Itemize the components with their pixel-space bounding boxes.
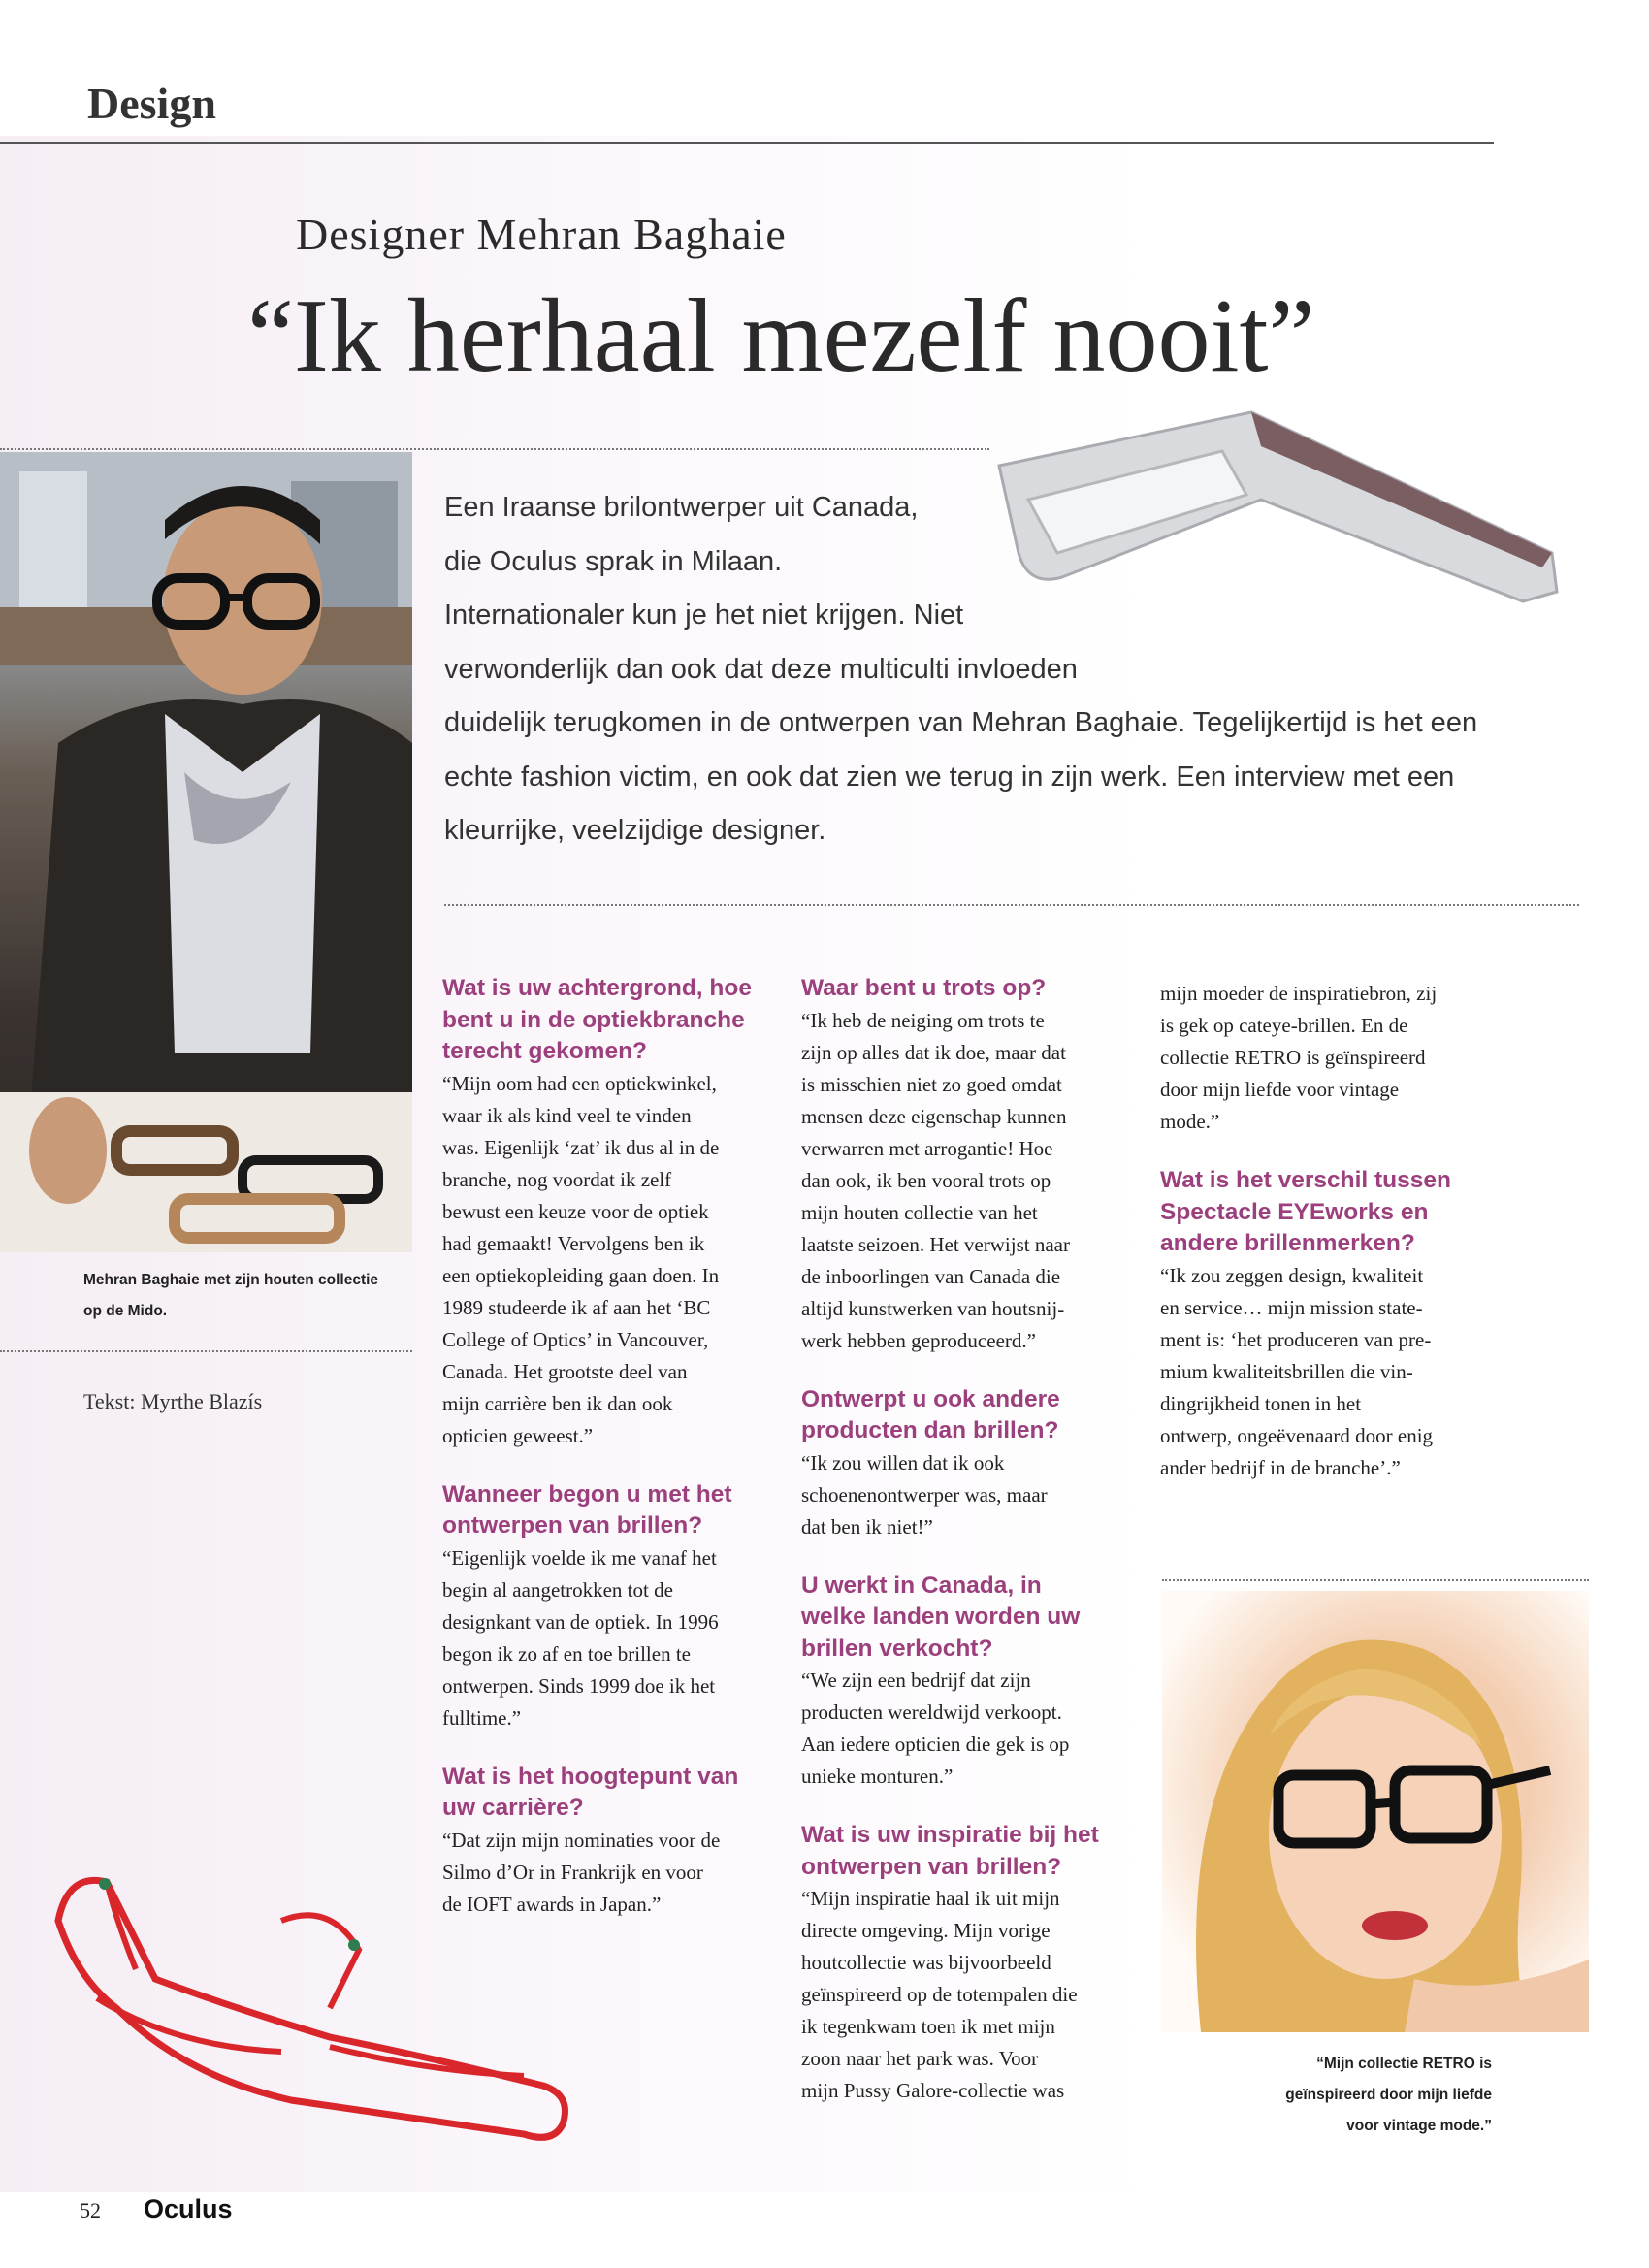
interview-answer-continued: mijn moeder de inspiratiebron, zij is gek op cateye-brillen. En de collectie RETRO is geïnspireerd door mijn liefde voor vintage mode.” — [1160, 982, 1438, 1133]
model-photo-caption — [1164, 2049, 1492, 2142]
intro-line: echte fashion victim, en ook dat zien we terug in zijn werk. Een interview met een — [444, 761, 1455, 793]
interview-answer: “Ik zou zeggen design, kwaliteit en service… mijn mission state- ment is: ‘het produceren van pre- mium kwaliteitsbrillen die vin- dingrijkheid tonen in het ontwerp, ongeëvenaard door enig ander bedrijf in de branche’.” — [1160, 1263, 1434, 1479]
interview-question: Wat is uw inspiratie bij het ontwerpen van brillen? — [801, 1822, 1099, 1880]
caption-line: Mehran Baghaie met zijn houten collectie — [83, 1272, 379, 1288]
headline: “Ik herhaal mezelf nooit” — [247, 278, 1315, 394]
intro-line: Internationaler kun je het niet krijgen. Niet — [444, 599, 964, 631]
dotted-divider — [1162, 1579, 1589, 1581]
section-label: Design — [87, 79, 216, 128]
dotted-divider — [444, 904, 1579, 906]
interview-question: Ontwerpt u ook andere producten dan brillen? — [801, 1385, 1060, 1443]
article-column-1 — [442, 973, 792, 1948]
dotted-divider — [0, 1350, 412, 1352]
interview-answer: “Mijn inspiratie haal ik uit mijn directe omgeving. Mijn vorige houtcollectie was bijvoorbeeld geïnspireerd op de totempalen die ik tegenkwam toen ik met mijn zoon naar het park was. Voor mijn Pussy Galore-collectie was — [801, 1887, 1078, 2102]
caption-line: “Mijn collectie RETRO is — [1316, 2056, 1492, 2072]
article-column-2 — [801, 973, 1150, 2134]
intro-paragraph — [444, 481, 1511, 859]
intro-line: verwonderlijk dan ook dat deze multiculti invloeden — [444, 653, 1078, 685]
article-column-3 — [1160, 978, 1529, 1511]
interview-answer: “Ik heb de neiging om trots te zijn op alles dat ik doe, maar dat is misschien niet zo goed omdat mensen deze eigenschap kunnen verwarren met arrogantie! Hoe dan ook, ik ben vooral trots op mijn houten collectie van het laatste seizoen. Het verwijst naar de inboorlingen van Canada die altijd kunstwerken van houtsnij- werk hebben geproduceerd.” — [801, 1008, 1070, 1352]
interview-answer: “Dat zijn mijn nominaties voor de Silmo d’Or in Frankrijk en voor de IOFT awards in Japan.” — [442, 1828, 721, 1916]
interview-question: Wanneer begon u met het ontwerpen van brillen? — [442, 1480, 732, 1539]
intro-line: Een Iraanse brilontwerper uit Canada, — [444, 492, 919, 523]
designer-subtitle: Designer Mehran Baghaie — [296, 210, 787, 259]
interview-question: U werkt in Canada, in welke landen worden uw brillen verkocht? — [801, 1571, 1081, 1662]
intro-line: die Oculus sprak in Milaan. — [444, 545, 783, 577]
dotted-divider — [0, 448, 989, 450]
caption-line: geïnspireerd door mijn liefde — [1285, 2087, 1492, 2103]
interview-question: Waar bent u trots op? — [801, 975, 1047, 1001]
designer-photo-illustration — [0, 452, 412, 1252]
red-glasses-image — [39, 1863, 582, 2154]
designer-photo — [0, 452, 412, 1252]
header-rule — [0, 142, 1494, 144]
magazine-brand: Oculus — [144, 2194, 233, 2223]
interview-answer: “Mijn oom had een optiekwinkel, waar ik als kind veel te vinden was. Eigenlijk ‘zat’ ik dus al in de branche, nog voordat ik zelf bewust een keuze voor de optiek had gemaakt! Vervolgens ben ik een optiekopleiding gaan doen. In 1989 studeerde ik af aan het ‘BC College of Optics’ in Vancouver, Canada. Het grootste deel van mijn carrière ben ik dan ook opticien geweest.” — [442, 1071, 720, 1447]
model-photo-illustration — [1162, 1591, 1589, 2032]
author-credit: Tekst: Myrthe Blazís — [83, 1389, 263, 1413]
interview-question: Wat is uw achtergrond, hoe bent u in de optiekbranche terecht gekomen? — [442, 975, 752, 1064]
interview-answer: “Eigenlijk voelde ik me vanaf het begin al aangetrokken tot de designkant van de optiek. In 1996 begon ik zo af en toe brillen te ontwerpen. Sinds 1999 doe ik het fulltime.” — [442, 1545, 719, 1730]
page-number: 52 — [80, 2198, 101, 2222]
caption-line: voor vintage mode.” — [1346, 2118, 1492, 2134]
interview-question: Wat is het verschil tussen Spectacle EYEworks en andere brillenmerken? — [1160, 1167, 1451, 1256]
interview-answer: “We zijn een bedrijf dat zijn producten wereldwijd verkoopt. Aan iedere opticien die gek is op unieke monturen.” — [801, 1669, 1070, 1788]
intro-line: kleurrijke, veelzijdige designer. — [444, 815, 826, 846]
interview-answer: “Ik zou willen dat ik ook schoenenontwerper was, maar dat ben ik niet!” — [801, 1450, 1048, 1539]
caption-line: op de Mido. — [83, 1303, 168, 1319]
model-photo — [1162, 1591, 1589, 2032]
intro-line: duidelijk terugkomen in de ontwerpen van Mehran Baghaie. Tegelijkertijd is het een — [444, 707, 1478, 738]
designer-photo-caption — [83, 1265, 413, 1327]
interview-question: Wat is het hoogtepunt van uw carrière? — [442, 1763, 739, 1821]
